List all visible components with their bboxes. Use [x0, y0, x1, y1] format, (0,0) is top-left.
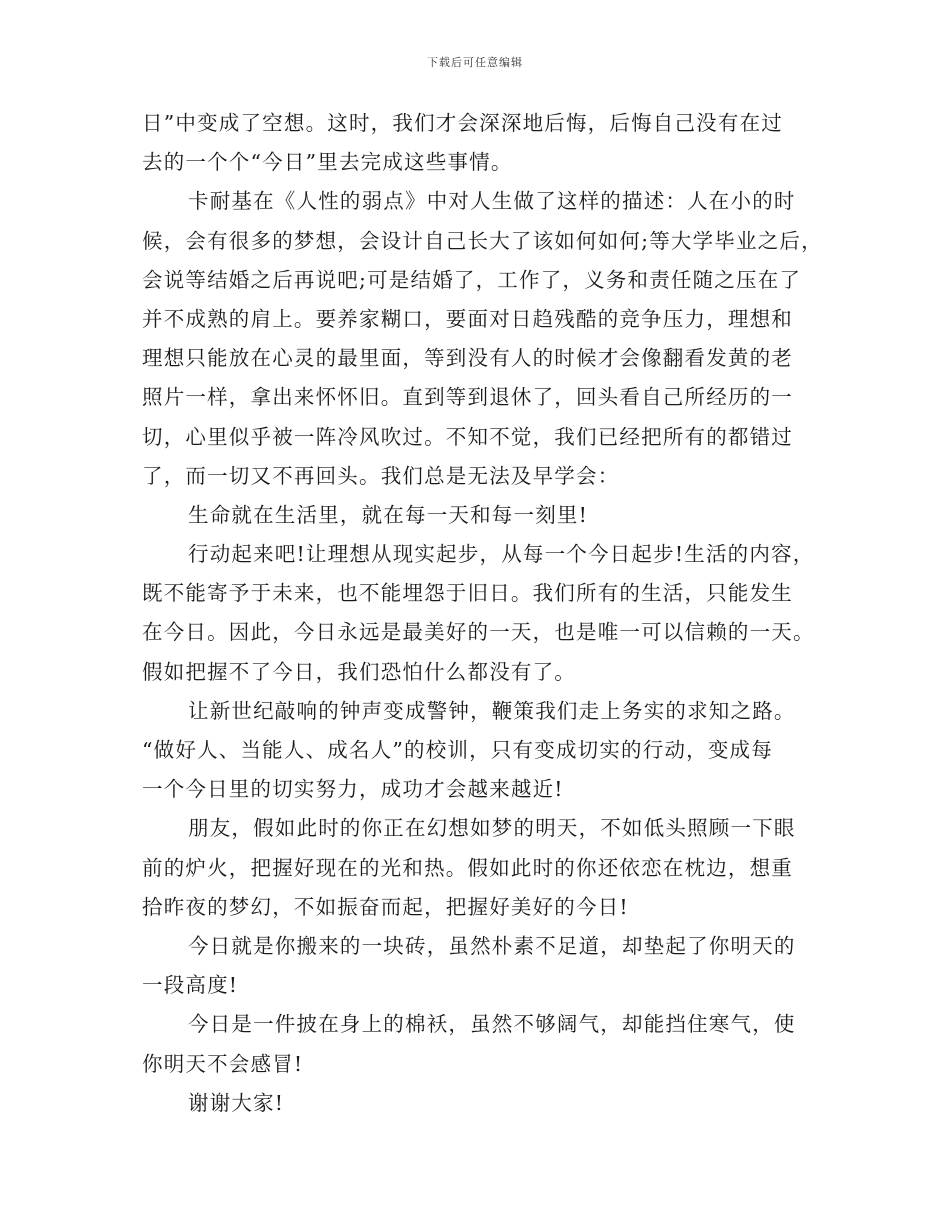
text-line: 你明天不会感冒! [142, 1051, 304, 1076]
text-line: 一个今日里的切实努力，成功才会越来越近! [142, 777, 564, 802]
paragraph-first-line: 朋友，假如此时的你正在幻想如梦的明天，不如低头照顾一下眼 [188, 816, 796, 841]
text-line: 候，会有很多的梦想，会设计自己长大了该如何如何;等大学毕业之后， [142, 228, 823, 253]
paragraph-first-line: 卡耐基在《人性的弱点》中对人生做了这样的描述：人在小的时 [188, 189, 796, 214]
text-line: 前的炉火，把握好现在的光和热。假如此时的你还依恋在枕边，想重 [142, 855, 793, 880]
document-body [142, 104, 823, 1123]
paragraph-first-line: 生命就在生活里，就在每一天和每一刻里! [188, 502, 589, 527]
page-header-note: 下载后可任意编辑 [427, 56, 523, 69]
text-line: 假如把握不了今日，我们恐怕什么都没有了。 [142, 659, 576, 684]
paragraph-first-line: 行动起来吧!让理想从现实起步，从每一个今日起步!生活的内容， [188, 542, 815, 567]
paragraph-first-line: 让新世纪敲响的钟声变成警钟，鞭策我们走上务实的求知之路。 [188, 698, 796, 723]
text-line: 一段高度! [142, 973, 239, 998]
text-line: 理想只能放在心灵的最里面，等到没有人的时候才会像翻看发黄的老 [142, 346, 793, 371]
text-line: 既不能寄予于未来，也不能埋怨于旧日。我们所有的生活，只能发生 [142, 581, 793, 606]
paragraph-first-line: 谢谢大家! [188, 1090, 285, 1115]
text-line: 在今日。因此，今日永远是最美好的一天，也是唯一可以信赖的一天。 [142, 620, 815, 645]
text-line: 去的一个个“今日”里去完成这些事情。 [142, 150, 513, 175]
text-line: 了，而一切又不再回头。我们总是无法及早学会： [142, 463, 620, 488]
text-line: “做好人、当能人、成名人”的校训，只有变成切实的行动，变成每 [142, 738, 773, 762]
text-line: 照片一样，拿出来怀怀旧。直到等到退休了，回头看自己所经历的一 [142, 385, 793, 410]
text-line: 并不成熟的肩上。要养家糊口，要面对日趋残酷的竞争压力，理想和 [142, 306, 793, 331]
text-line: 拾昨夜的梦幻，不如振奋而起，把握好美好的今日! [142, 894, 629, 919]
paragraph-first-line: 今日是一件披在身上的棉袄，虽然不够阔气，却能挡住寒气，使 [188, 1012, 796, 1037]
paragraph-first-line: 今日就是你搬来的一块砖，虽然朴素不足道，却垫起了你明天的 [188, 933, 796, 958]
text-line: 日”中变成了空想。这时，我们才会深深地后悔，后悔自己没有在过 [142, 111, 783, 135]
text-line: 切，心里似乎被一阵冷风吹过。不知不觉，我们已经把所有的都错过 [142, 424, 793, 449]
text-line: 会说等结婚之后再说吧;可是结婚了，工作了，义务和责任随之压在了 [142, 267, 802, 292]
